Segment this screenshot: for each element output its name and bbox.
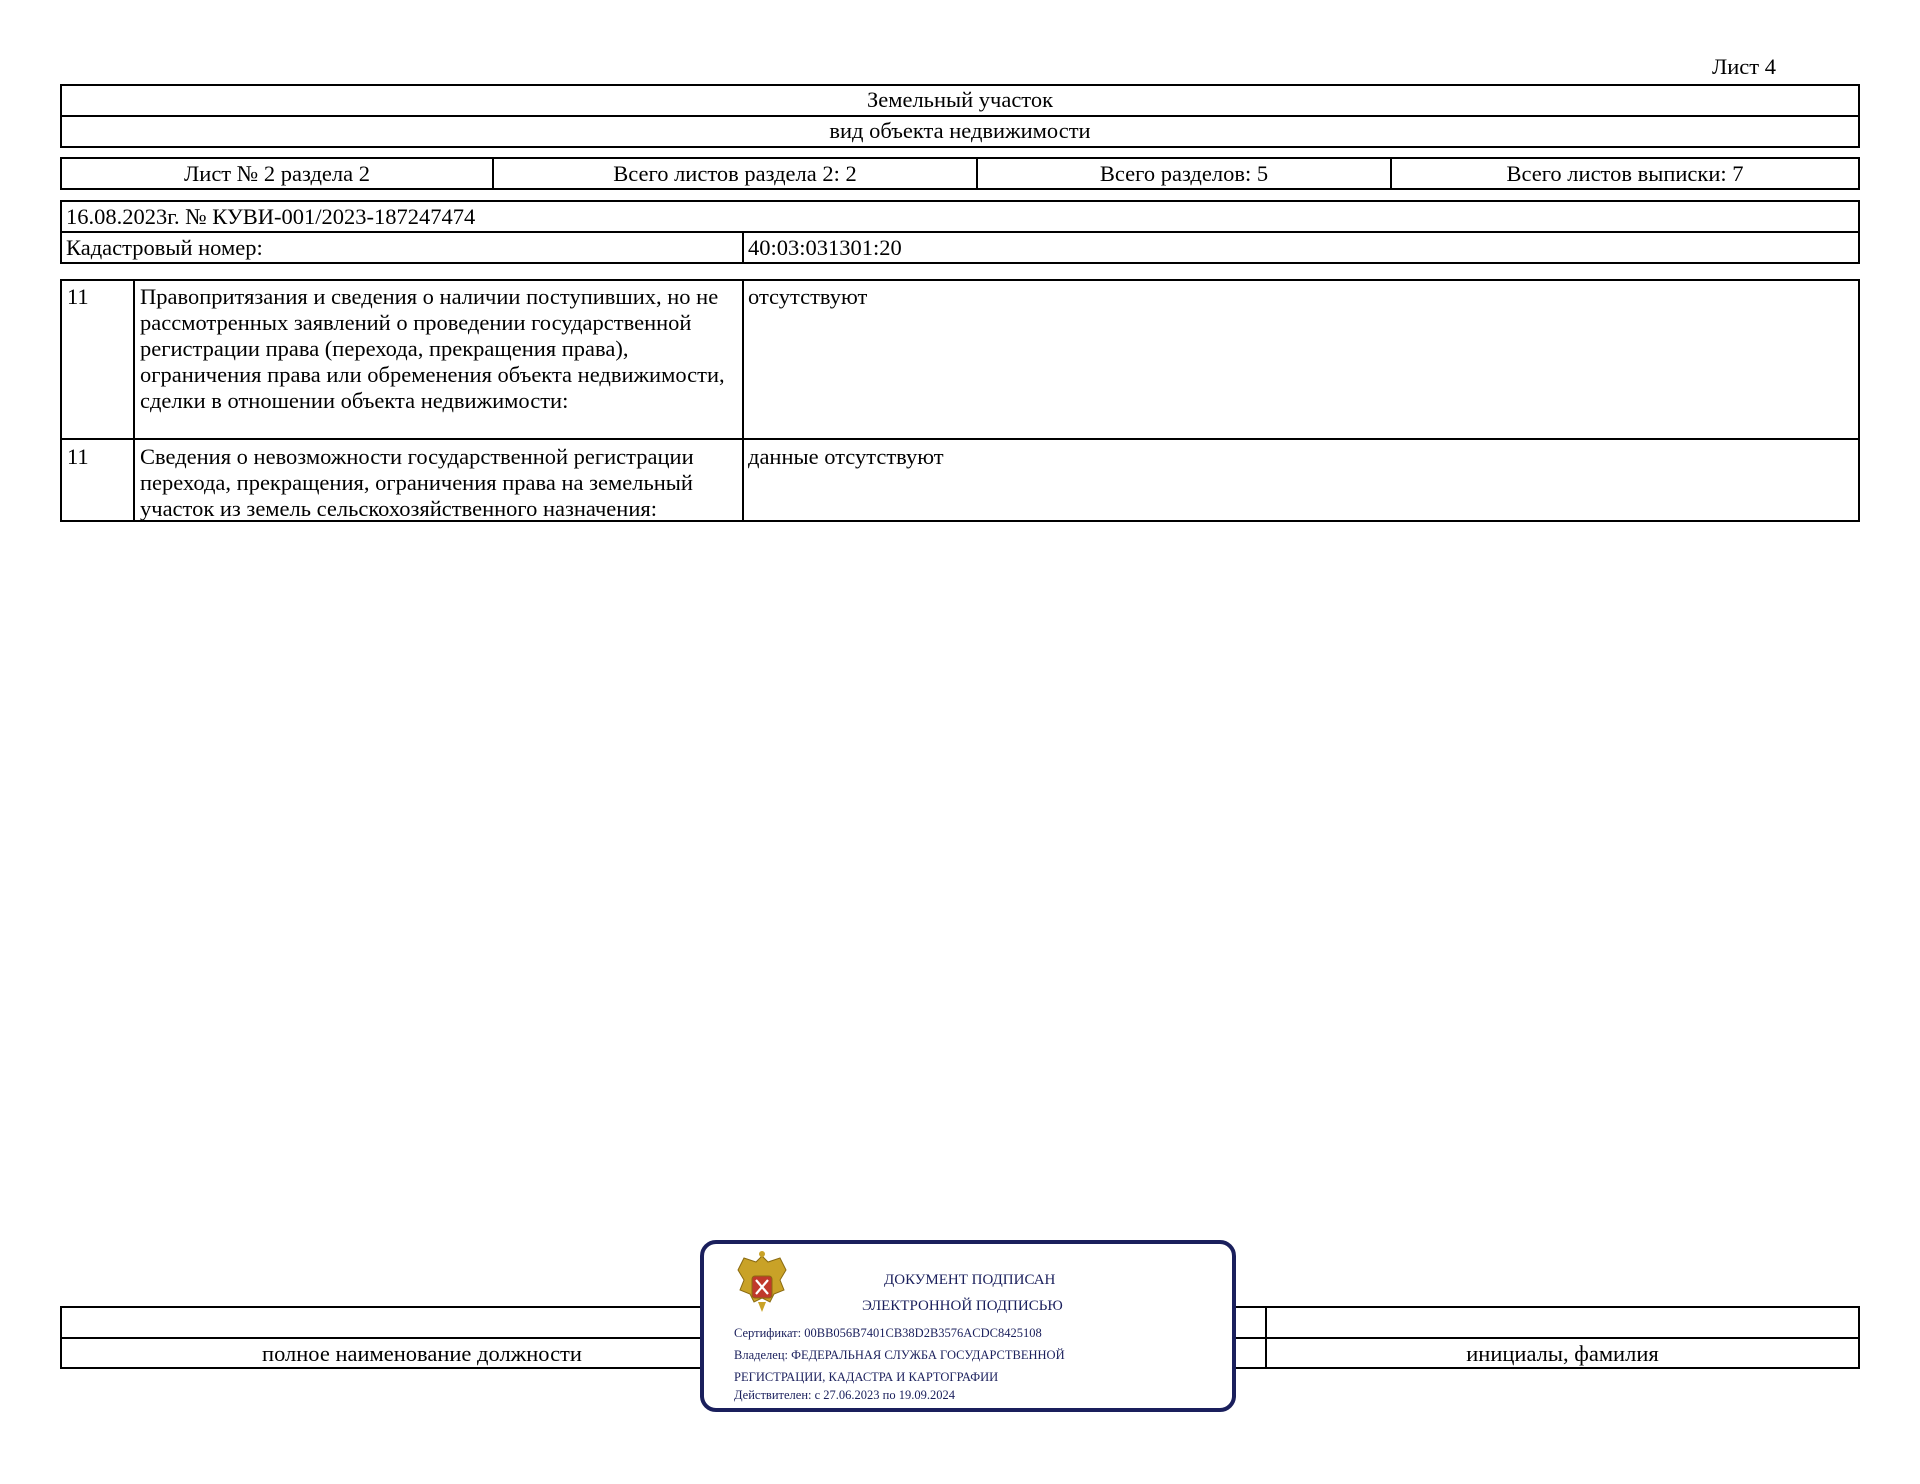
stamp-title-line2: ЭЛЕКТРОННОЙ ПОДПИСЬЮ <box>862 1298 1063 1314</box>
position-caption: полное наименование должности <box>262 1341 582 1366</box>
divider <box>62 438 1858 440</box>
object-type-caption: вид объекта недвижимости <box>829 118 1091 143</box>
divider <box>742 232 744 262</box>
divider <box>62 231 1858 233</box>
document-date-number: 16.08.2023г. № КУВИ-001/2023-187247474 <box>66 204 476 229</box>
total-sections: Всего разделов: 5 <box>1099 161 1269 186</box>
records-table <box>60 279 1860 522</box>
electronic-signature-stamp <box>700 1240 1236 1412</box>
record-label: Правопритязания и сведения о наличии поступивших, но не рассмотренных заявлений о проведении государственной регистрации права (перехода, прекращения права), ограничения права или обременения объекта недвижимости, сделки в отношении объекта недвижимости: <box>140 284 725 413</box>
stamp-title-line1: ДОКУМЕНТ ПОДПИСАН <box>884 1272 1056 1288</box>
stamp-certificate: Сертификат: 00BB056B7401CB38D2B3576ACDC8425108 <box>734 1326 1042 1340</box>
cadastral-number-label: Кадастровый номер: <box>66 235 263 260</box>
divider <box>62 115 1858 117</box>
double-headed-eagle-emblem-icon <box>734 1250 790 1314</box>
record-number: 11 <box>67 444 89 469</box>
record-value: данные отсутствуют <box>748 444 944 469</box>
stamp-validity: Действителен: с 27.06.2023 по 19.09.2024 <box>734 1388 955 1402</box>
object-header-table <box>60 84 1860 148</box>
stamp-owner-line1: Владелец: ФЕДЕРАЛЬНАЯ СЛУЖБА ГОСУДАРСТВЕННОЙ <box>734 1348 1065 1362</box>
sheet-of-section: Лист № 2 раздела 2 <box>184 161 370 186</box>
stamp-owner-line2: РЕГИСТРАЦИИ, КАДАСТРА И КАРТОГРАФИИ <box>734 1370 999 1384</box>
record-value: отсутствуют <box>748 284 868 309</box>
sheet-number: Лист 4 <box>1712 54 1776 79</box>
record-number: 11 <box>67 284 89 309</box>
total-sheets-extract: Всего листов выписки: 7 <box>1506 161 1744 186</box>
cadastral-number-value: 40:03:031301:20 <box>748 235 902 260</box>
divider <box>133 281 135 520</box>
record-label: Сведения о невозможности государственной регистрации перехода, прекращения, ограничения права на земельный участок из земель сельскохозяйственного назначения: <box>140 444 694 521</box>
object-name: Земельный участок <box>866 87 1054 112</box>
total-sheets-section: Всего листов раздела 2: 2 <box>613 161 857 186</box>
document-info-table <box>60 200 1860 264</box>
summary-table <box>60 157 1860 190</box>
name-caption: инициалы, фамилия <box>1466 1341 1659 1366</box>
